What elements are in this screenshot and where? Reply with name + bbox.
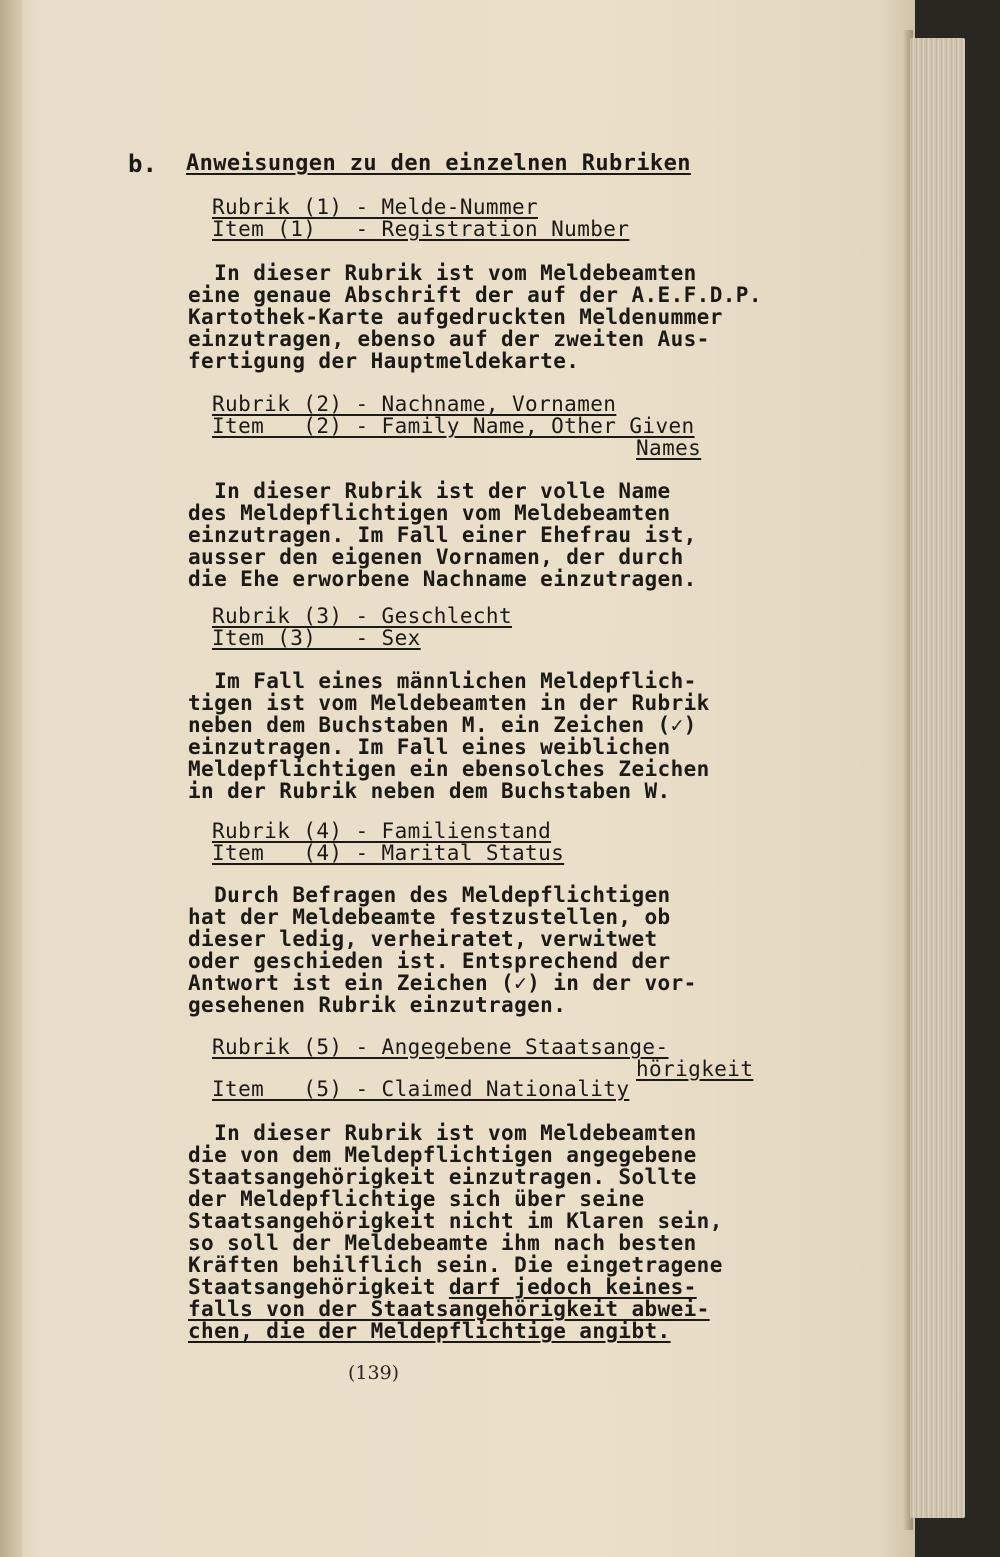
rubrik-5-text: In dieser Rubrik ist vom Meldebeamten die von dem Meldepflichtigen angegebene Staatsangehörigkeit einzutragen. Sollte der Meldepflichtige sich über seine Staatsangehörigkeit nicht im Klaren sein, so soll der Meldebeamte ihm nach besten Kräften behilflich sein. Die eingetragene	[188, 1121, 723, 1277]
page-number: (139)	[348, 1362, 400, 1384]
rubrik-5-de: Rubrik (5) - Angegebene Staatsange-	[212, 1035, 669, 1059]
rubrik-5-line-8-underlined: darf jedoch keines-	[448, 1275, 697, 1299]
rubrik-1-text: In dieser Rubrik ist vom Meldebeamten eine genaue Abschrift der auf der A.E.F.D.P. Kartothek-Karte aufgedruckten Meldenummer einzutragen, ebenso auf der zweiten Aus- fertigung der Hauptmeldekarte.	[188, 261, 762, 373]
rubrik-1-en: Item (1) - Registration Number	[212, 217, 630, 241]
rubrik-5-underlined-text: falls von der Staatsangehörigkeit abwei- chen, die der Meldepflichtige angibt.	[188, 1297, 710, 1343]
rubrik-4-de: Rubrik (4) - Familienstand	[212, 819, 552, 843]
rubrik-5-line-8-plain: Staatsangehörigkeit	[188, 1275, 449, 1299]
rubrik-3-text: Im Fall eines männlichen Meldepflich- tigen ist vom Meldebeamten in der Rubrik neben dem Buchstaben M. ein Zeichen (✓) einzutragen. Im Fall eines weiblichen Meldepflichtigen ein ebensolches Zeichen in der Rubrik neben dem Buchstaben W.	[188, 669, 710, 803]
rubrik-2-en: Item (2) - Family Name, Other Given	[212, 414, 695, 438]
section-heading: Anweisungen zu den einzelnen Rubriken	[186, 151, 691, 176]
rubrik-2-de: Rubrik (2) - Nachname, Vornamen	[212, 392, 617, 416]
rubrik-4-en: Item (4) - Marital Status	[212, 841, 565, 865]
rubrik-5-text-line-8	[188, 1276, 697, 1298]
book-page-edges	[910, 38, 965, 1518]
rubrik-3-de: Rubrik (3) - Geschlecht	[212, 604, 512, 628]
rubrik-5-en: Item (5) - Claimed Nationality	[212, 1077, 630, 1101]
rubrik-2-en-continued: Names	[636, 436, 702, 460]
rubrik-4-text: Durch Befragen des Meldepflichtigen hat der Meldebeamte festzustellen, ob dieser ledig, verheiratet, verwitwet oder geschieden ist. Entsprechend der Antwort ist ein Zeichen (✓) in der vor- gesehenen Rubrik einzutragen.	[188, 883, 697, 1017]
rubrik-2-text: In dieser Rubrik ist der volle Name des Meldepflichtigen vom Meldebeamten einzutragen. Im Fall einer Ehefrau ist, ausser den eigenen Vornamen, der durch die Ehe erworbene Nachname einzutragen.	[188, 479, 697, 591]
rubrik-1-de: Rubrik (1) - Melde-Nummer	[212, 195, 539, 219]
section-marker: b.	[128, 150, 157, 178]
rubrik-3-en: Item (3) - Sex	[212, 626, 421, 650]
rubrik-5-de-continued: hörigkeit	[636, 1057, 754, 1081]
book-gutter	[0, 0, 22, 1557]
